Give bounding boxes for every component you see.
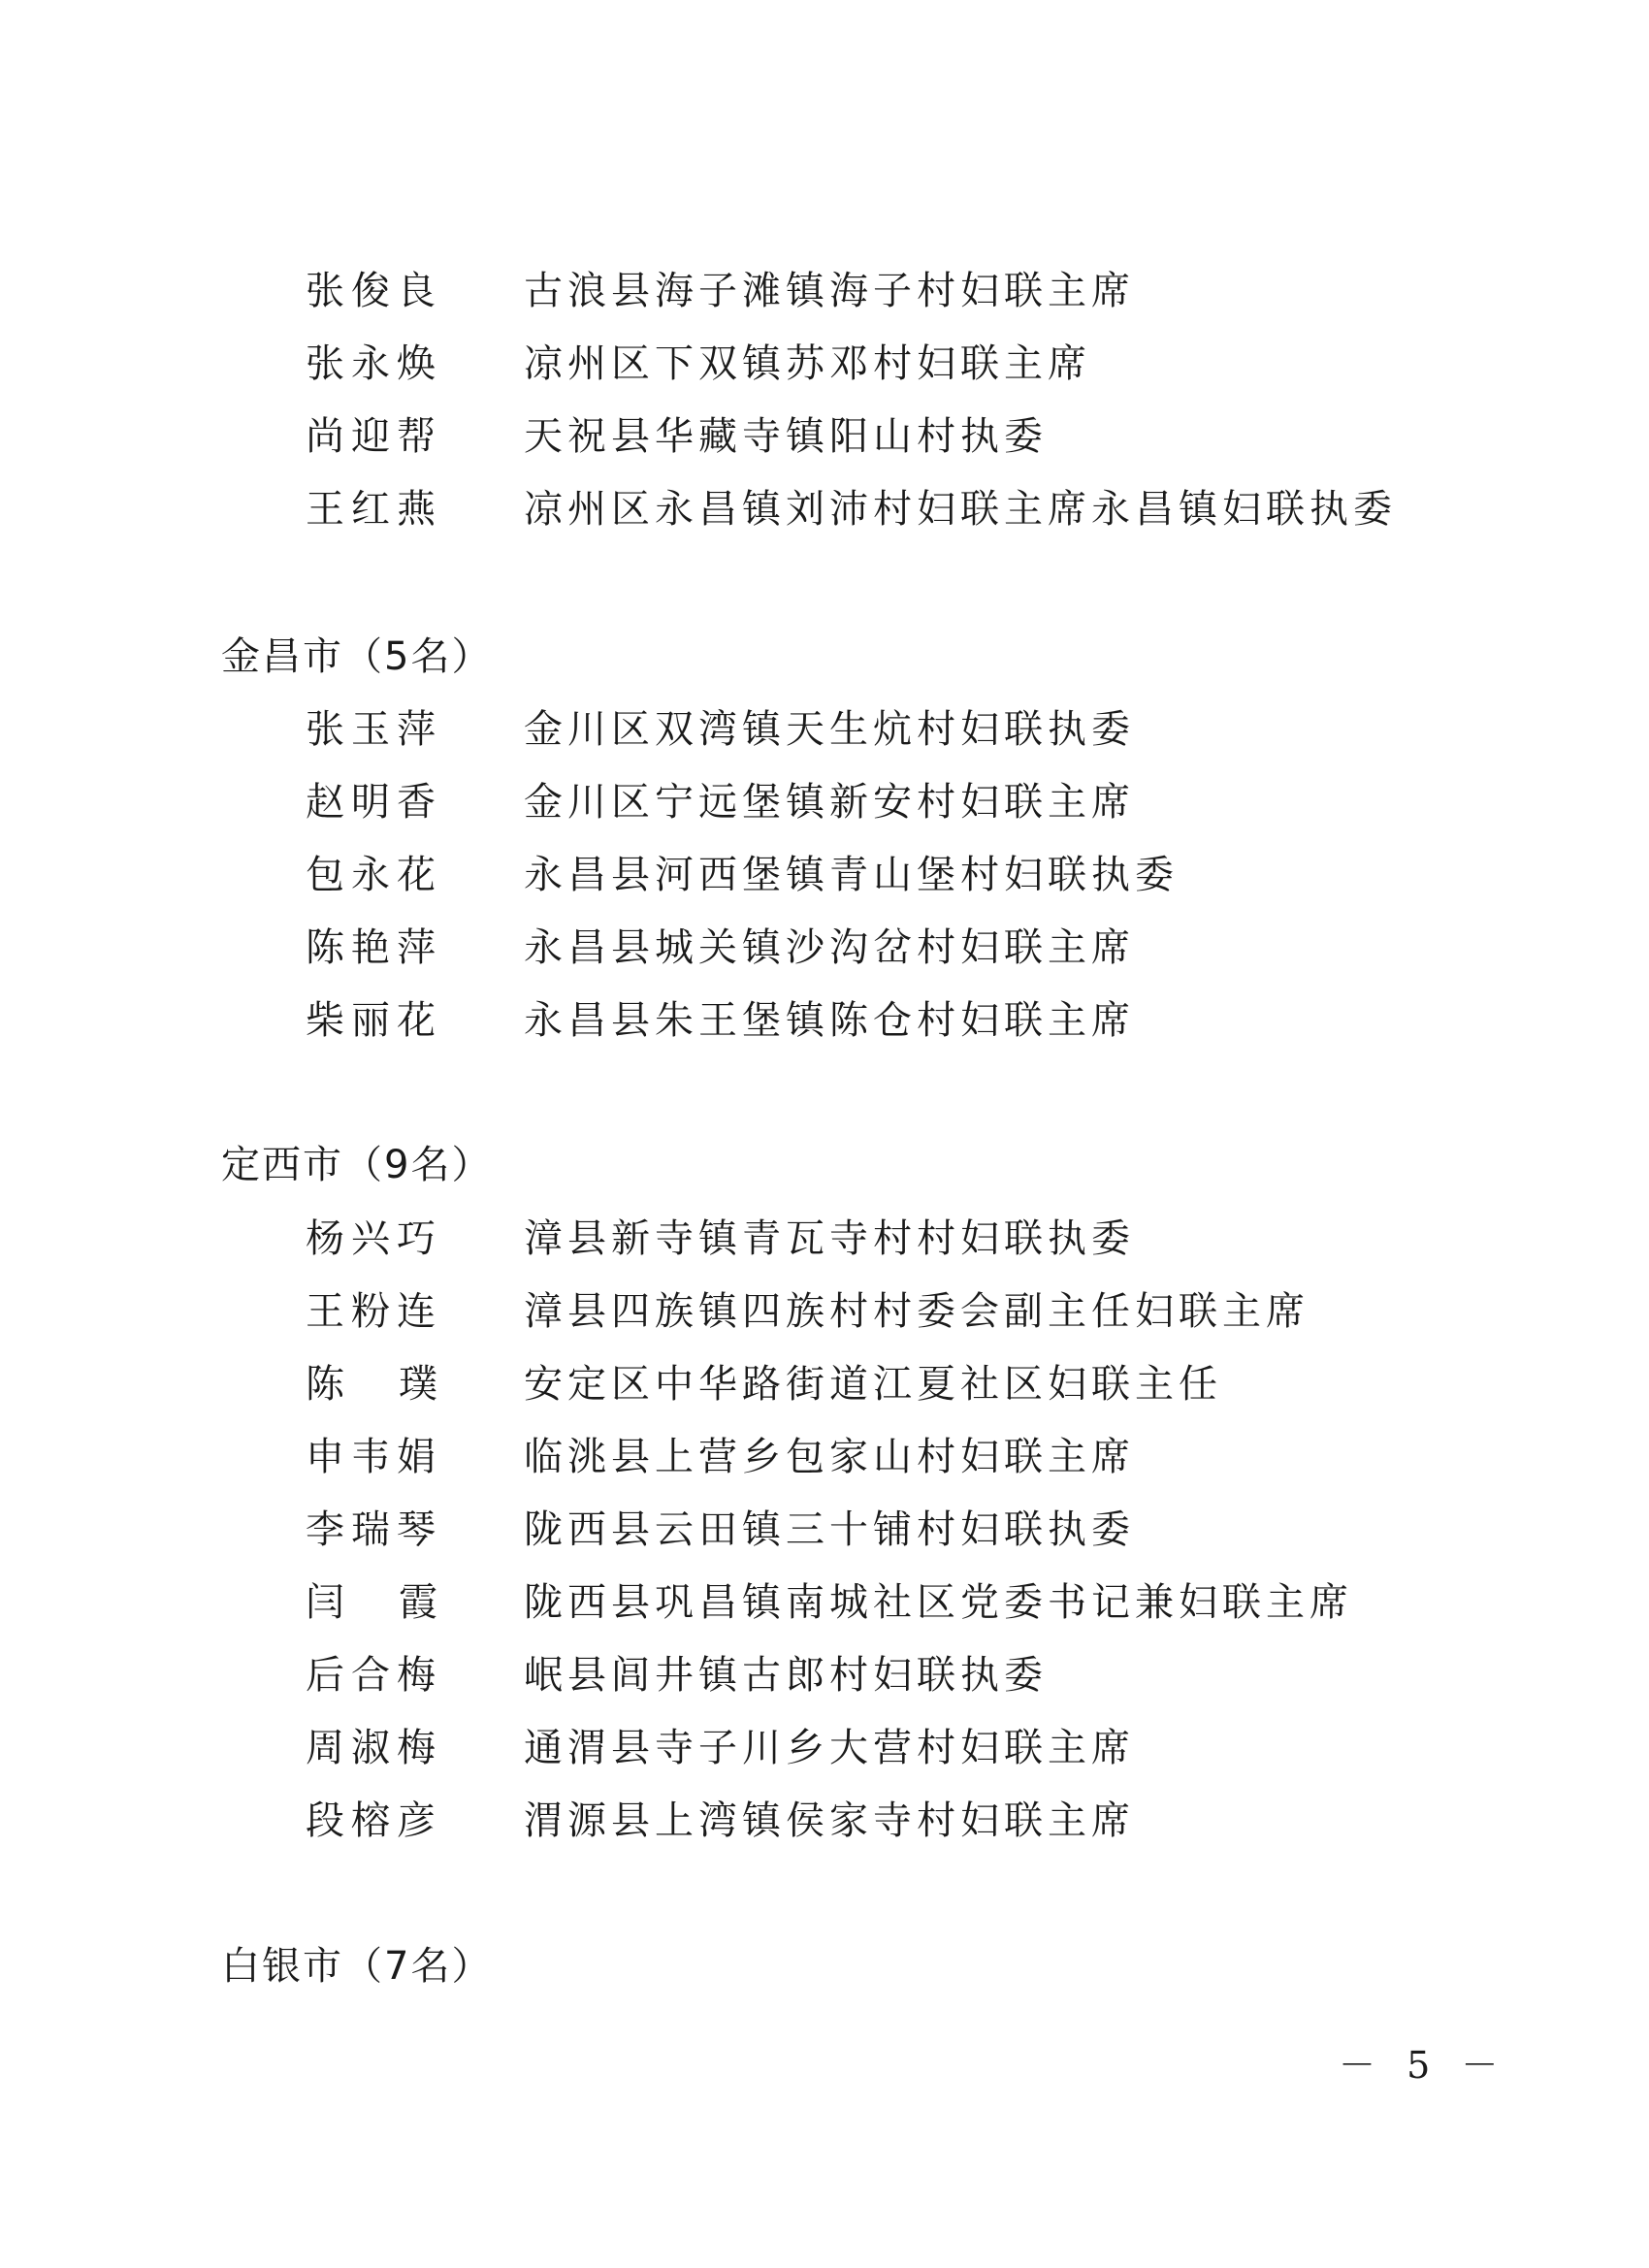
list-item [0,267,1649,340]
person-position: 通渭县寺子川乡大营村妇联主席 [524,1726,1135,1770]
person-position: 永昌县河西堡镇青山堡村妇联执委 [524,853,1179,897]
list-item [0,1215,1649,1287]
person-name: 闫霞 [306,1580,492,1625]
list-item [0,412,1649,485]
person-name: 包永花 [306,853,442,897]
person-name: 周淑梅 [306,1726,442,1770]
list-item [0,1797,1649,1869]
person-name: 王红燕 [306,487,442,532]
person-name: 杨兴巧 [306,1216,442,1261]
person-name: 陈艳萍 [306,925,442,970]
list-item [0,1360,1649,1433]
person-position: 金川区宁远堡镇新安村妇联主席 [524,780,1135,825]
page-number: － 5 － [1339,2044,1508,2087]
person-name: 李瑞琴 [306,1507,442,1552]
list-item [0,1578,1649,1651]
person-position: 渭源县上湾镇侯家寺村妇联主席 [524,1798,1135,1843]
person-position: 永昌县朱王堡镇陈仓村妇联主席 [524,998,1135,1043]
section-heading: 定西市（9名） [221,1143,493,1187]
person-name: 申韦娟 [306,1435,442,1479]
person-name: 段榕彦 [306,1798,442,1843]
list-item [0,996,1649,1069]
person-position: 漳县四族镇四族村村委会副主任妇联主席 [524,1289,1310,1334]
list-item [0,1724,1649,1797]
list-item [0,1506,1649,1578]
person-position: 金川区双湾镇天生炕村妇联执委 [524,707,1135,752]
list-item [0,705,1649,778]
list-item [0,851,1649,923]
person-name: 尚迎帮 [306,414,442,459]
person-position: 古浪县海子滩镇海子村妇联主席 [524,269,1135,313]
list-item [0,1287,1649,1360]
person-name: 张俊良 [306,269,442,313]
list-item [0,923,1649,996]
person-position: 漳县新寺镇青瓦寺村村妇联执委 [524,1216,1135,1261]
list-item [0,1433,1649,1506]
list-item [0,340,1649,412]
person-position: 临洮县上营乡包家山村妇联主席 [524,1435,1135,1479]
person-position: 岷县闾井镇古郎村妇联执委 [524,1653,1048,1698]
person-position: 永昌县城关镇沙沟岔村妇联主席 [524,925,1135,970]
section-heading: 白银市（7名） [221,1944,493,1989]
person-position: 陇西县云田镇三十铺村妇联执委 [524,1507,1135,1552]
person-name: 陈璞 [306,1362,492,1407]
person-position: 凉州区下双镇苏邓村妇联主席 [524,341,1091,386]
list-item [0,778,1649,851]
person-name: 赵明香 [306,780,442,825]
person-name: 王粉连 [306,1289,442,1334]
person-position: 天祝县华藏寺镇阳山村执委 [524,414,1048,459]
person-position: 安定区中华路街道江夏社区妇联主任 [524,1362,1222,1407]
list-item [0,485,1649,558]
person-position: 陇西县巩昌镇南城社区党委书记兼妇联主席 [524,1580,1353,1625]
person-name: 张玉萍 [306,707,442,752]
section-heading: 金昌市（5名） [221,634,493,679]
person-position: 凉州区永昌镇刘沛村妇联主席永昌镇妇联执委 [524,487,1397,532]
person-name: 张永焕 [306,341,442,386]
person-name: 后合梅 [306,1653,442,1698]
list-item [0,1651,1649,1724]
person-name: 柴丽花 [306,998,442,1043]
